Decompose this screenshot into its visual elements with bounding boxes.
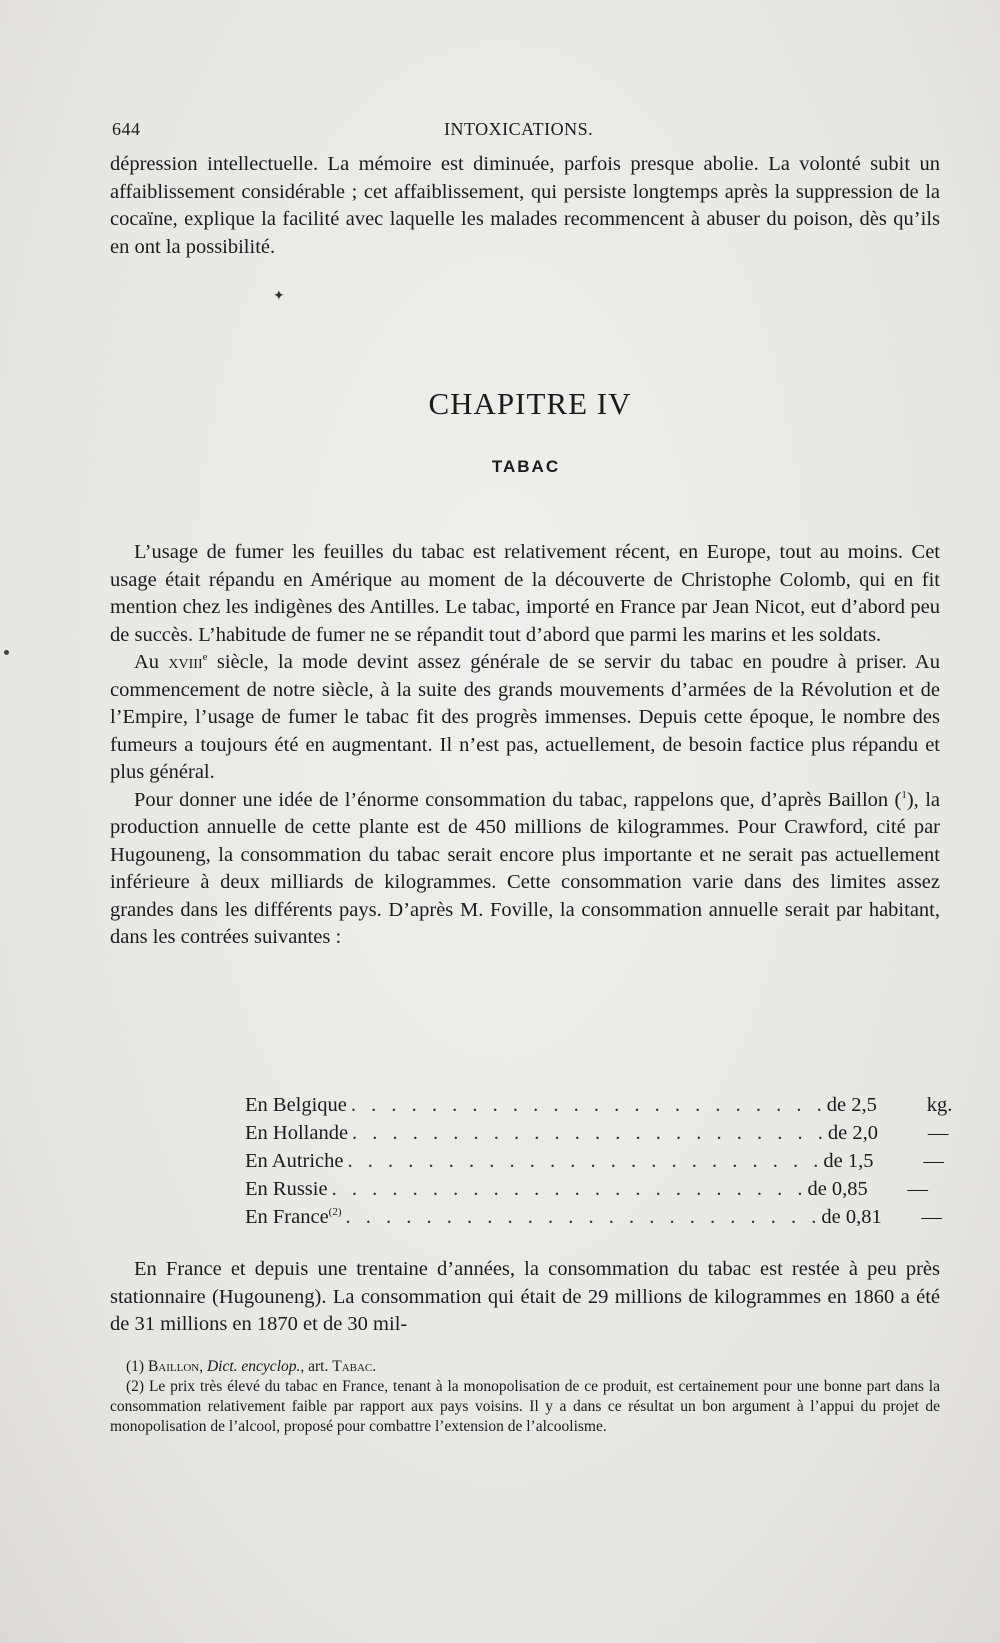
country: En Hollande xyxy=(245,1122,349,1144)
country: En Autriche xyxy=(245,1150,344,1172)
unit: — xyxy=(921,1206,942,1228)
unit: — xyxy=(927,1122,949,1144)
table-row xyxy=(245,1091,953,1119)
table-row xyxy=(245,1175,928,1203)
country: En Belgique xyxy=(245,1094,347,1116)
running-title: INTOXICATIONS. xyxy=(444,119,594,139)
closing-text xyxy=(110,1256,940,1339)
footnote: (2) Le prix très élevé du tabac en France, tenant à la monopolisation de ce produit, est certainement pour une bonne part dans la consommation relativement faible par rapport aux pays voisins. Il y a dans ce résultat un bon argument à l’appui du projet de monopolisation de l’alcool, proposé pour combattre l’extension de l’alcoolisme. xyxy=(110,1378,940,1435)
table-row xyxy=(245,1203,942,1231)
value: de 0,85 xyxy=(807,1178,868,1200)
table-row xyxy=(245,1119,949,1147)
unit: — xyxy=(907,1178,928,1200)
intro-text xyxy=(110,151,940,261)
country: En Russie xyxy=(245,1178,328,1200)
footnote: (1) Baillon, Dict. encyclop., art. Tabac. xyxy=(126,1358,377,1375)
value: de 1,5 xyxy=(823,1150,874,1172)
value: de 2,5 xyxy=(826,1094,877,1116)
footnote-ref: (2) xyxy=(328,1206,342,1219)
chapter-body xyxy=(110,539,940,952)
leader-dots: . . . . . . . . . . . . . . . . . . . . . . . . xyxy=(350,1094,827,1116)
page-number: 644 xyxy=(112,119,141,139)
footnote-ref: 1 xyxy=(901,788,907,801)
value: de 2,0 xyxy=(827,1122,879,1144)
margin-mark xyxy=(4,650,9,655)
unit: — xyxy=(923,1150,944,1172)
table-row xyxy=(245,1147,944,1175)
value: de 0,81 xyxy=(821,1206,882,1228)
paragraph: En France et depuis une trentaine d’années, la consommation du tabac est restée à peu près stationnaire (Hugouneng). La consommation qui était de 29 millions de kilogrammes en 1860 a été de 31 millions en 1870 et de 30 mil- xyxy=(110,1258,940,1335)
consumption-table xyxy=(245,1091,953,1231)
leader-dots: . . . . . . . . . . . . . . . . . . . . . . . . xyxy=(345,1206,822,1228)
leader-dots: . . . . . . . . . . . . . . . . . . . . . . . . xyxy=(347,1150,824,1172)
section-title: TABAC xyxy=(491,457,561,476)
paragraph: L’usage de fumer les feuilles du tabac est relativement récent, en Europe, tout au moins. Cet usage était répandu en Amérique au moment de la découverte de Christophe Colomb, qui en fit mention chez les indigènes des Antilles. Le tabac, importé en France par Jean Nicot, eut d’abord peu de succès. L’habitude de fumer ne se répandit tout d’abord que parmi les marins et les soldats. xyxy=(110,541,940,646)
paragraph: Pour donner une idée de l’énorme consommation du tabac, rappelons que, d’après Baillon ($^1$), la production annuelle de cette plante est de 450 millions de kilogrammes. Pour Crawford, cité par Hugouneng, la consommation du tabac serait encore plus importante et ne serait pas actuellement inférieure à deux milliards de kilogrammes. Cette consommation varie dans des limites assez grandes dans les différents pays. D’après M. Foville, la consommation annuelle serait par habitant, dans les contrées suivantes : xyxy=(110,788,940,948)
country: En France$^{(2)}$ xyxy=(245,1206,342,1228)
paragraph: Au xviii$^e$ siècle, la mode devint assez générale de se servir du tabac en poudre à priser. Au commencement de notre siècle, à la suite des grands mouvements d’armées de la Révolution et de l’Empire, l’usage de fumer le tabac fit des progrès immenses. Depuis cette époque, le nombre des fumeurs a toujours été en augmentant. Il n’est pas, actuellement, de besoin factice plus répandu et plus général. xyxy=(110,651,940,783)
leader-dots: . . . . . . . . . . . . . . . . . . . . . . . . xyxy=(331,1178,808,1200)
print-mark: ✦ xyxy=(273,289,285,304)
unit: kg. xyxy=(926,1094,953,1116)
footnotes xyxy=(110,1357,940,1437)
leader-dots: . . . . . . . . . . . . . . . . . . . . . . . . xyxy=(352,1122,828,1144)
chapter-title: CHAPITRE IV xyxy=(428,386,632,421)
running-head xyxy=(112,119,928,145)
paragraph: dépression intellectuelle. La mémoire est diminuée, parfois presque abolie. La volonté subit un affaiblissement considérable ; cet affaiblissement, qui persiste longtemps après la suppression de la cocaïne, explique la facilité avec laquelle les malades recommencent à abuser du poison, dès qu’ils en ont la possibilité. xyxy=(110,153,940,258)
